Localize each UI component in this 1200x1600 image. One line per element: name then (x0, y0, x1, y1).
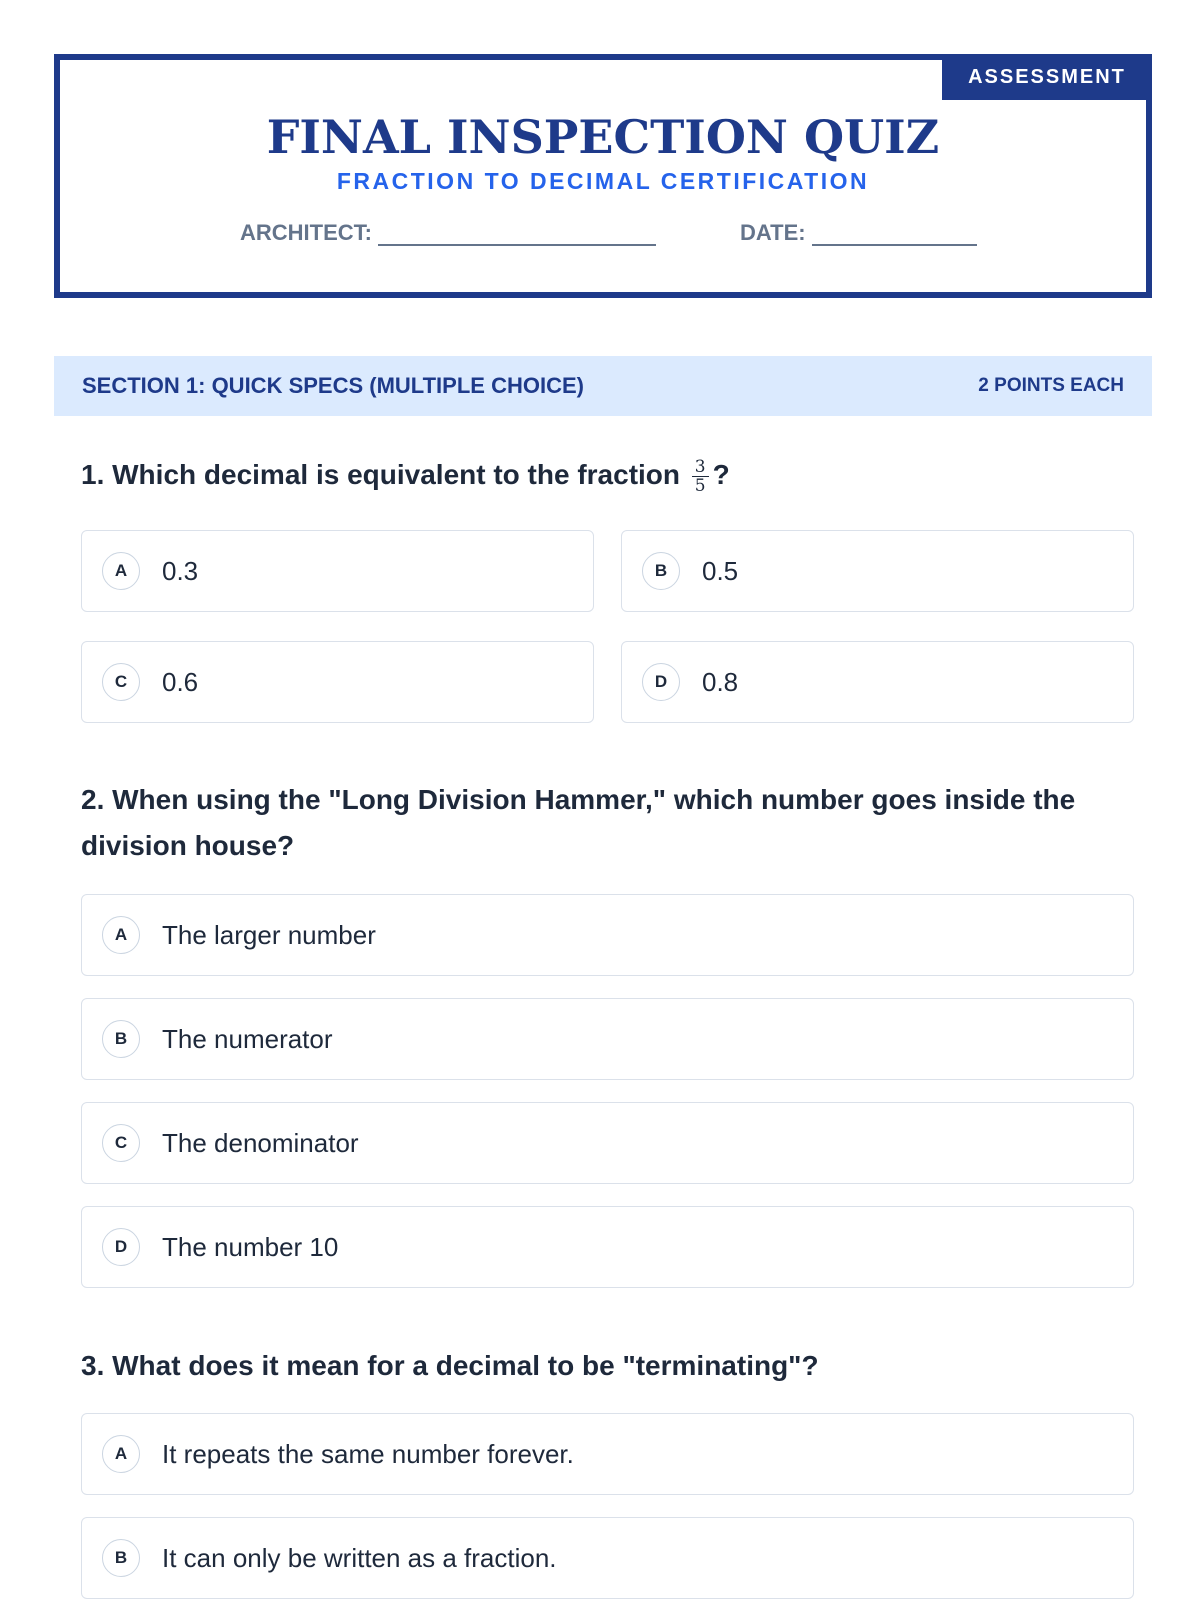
q1-option-c[interactable] (81, 641, 594, 723)
question-1 (81, 452, 1121, 498)
option-text: It repeats the same number forever. (162, 1438, 574, 1469)
q3-option-a[interactable] (81, 1413, 1134, 1495)
option-text: The number 10 (162, 1231, 339, 1262)
option-letter: A (102, 552, 140, 590)
date-blank[interactable] (812, 226, 977, 246)
option-text: 0.6 (162, 666, 199, 697)
option-letter: B (102, 1020, 140, 1058)
option-text: The larger number (162, 919, 376, 950)
option-text: 0.5 (702, 555, 739, 586)
architect-field (240, 220, 656, 246)
section-1-header (54, 356, 1152, 416)
option-letter: C (102, 663, 140, 701)
option-letter: D (642, 663, 680, 701)
question-2 (81, 777, 1121, 869)
option-letter: D (102, 1228, 140, 1266)
date-label: DATE: (740, 220, 806, 245)
option-letter: B (642, 552, 680, 590)
option-text: 0.8 (702, 666, 739, 697)
fraction-numerator: 3 (692, 458, 709, 477)
q2-option-b[interactable] (81, 998, 1134, 1080)
section-title: SECTION 1: QUICK SPECS (MULTIPLE CHOICE) (82, 373, 584, 398)
q2-option-d[interactable] (81, 1206, 1134, 1288)
option-letter: A (102, 1435, 140, 1473)
question-2-text: 2. When using the "Long Division Hammer," which number goes inside the division house? (81, 784, 1076, 861)
q1-option-b[interactable] (621, 530, 1134, 612)
architect-blank[interactable] (378, 226, 656, 246)
quiz-subtitle: FRACTION TO DECIMAL CERTIFICATION (336, 168, 870, 194)
option-letter: C (102, 1124, 140, 1162)
q2-option-a[interactable] (81, 894, 1134, 976)
date-field (740, 220, 977, 246)
question-1-text: 1. Which decimal is equivalent to the fraction (81, 459, 681, 490)
question-3 (81, 1343, 1121, 1389)
q1-option-a[interactable] (81, 530, 594, 612)
fraction-denominator: 5 (694, 476, 706, 497)
q3-option-b[interactable] (81, 1517, 1134, 1599)
option-text: The denominator (162, 1127, 359, 1158)
question-1-suffix: ? (712, 459, 730, 490)
option-text: The numerator (162, 1023, 333, 1054)
quiz-title: FINAL INSPECTION QUIZ (266, 110, 940, 164)
assessment-badge: ASSESSMENT (942, 54, 1152, 100)
q1-option-d[interactable] (621, 641, 1134, 723)
option-text: It can only be written as a fraction. (162, 1542, 557, 1573)
section-points: 2 POINTS EACH (978, 375, 1124, 396)
option-text: 0.3 (162, 555, 199, 586)
quiz-header (54, 54, 1152, 298)
fraction (692, 458, 709, 495)
option-letter: B (102, 1539, 140, 1577)
question-3-text: 3. What does it mean for a decimal to be "terminating"? (81, 1350, 819, 1381)
q2-option-c[interactable] (81, 1102, 1134, 1184)
option-letter: A (102, 916, 140, 954)
architect-label: ARCHITECT: (240, 220, 372, 245)
